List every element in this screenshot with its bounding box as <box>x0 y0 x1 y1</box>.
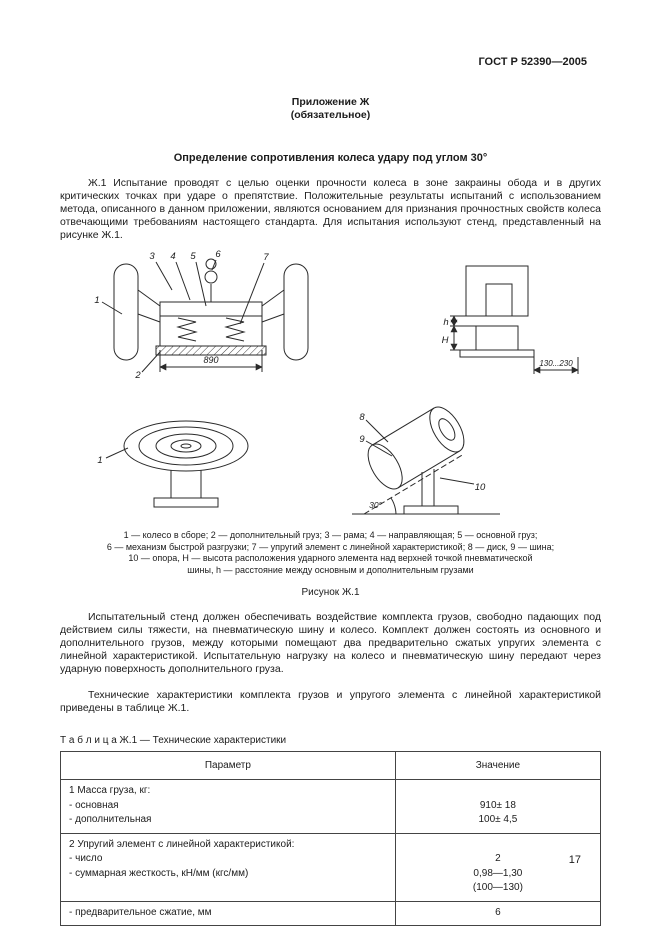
dimension-890: 890 <box>202 355 219 365</box>
callout-2: 2 <box>134 370 141 381</box>
appendix-title: Приложение Ж <box>291 96 370 108</box>
table-row <box>61 852 601 867</box>
table-cell-value: 0,98—1,30 <box>395 867 600 882</box>
table-cell-param: - предварительное сжатие, мм <box>61 901 396 926</box>
table-row <box>61 901 601 926</box>
dim-H-label: Н <box>441 335 448 346</box>
callout-1-frame: 1 <box>93 295 100 306</box>
table-row <box>61 867 601 882</box>
table-cell-value: (100—130) <box>395 881 600 901</box>
appendix-heading <box>60 96 601 122</box>
figure-caption <box>60 530 601 576</box>
table-cell-value: 2 <box>395 852 600 867</box>
callout-7: 7 <box>262 252 269 263</box>
table-cell-value: 910± 18 <box>395 799 600 814</box>
tilted-tire-drawing <box>352 401 500 514</box>
table-cell-value <box>395 833 600 852</box>
table-row <box>61 833 601 852</box>
table-header-row <box>61 752 601 780</box>
column-header-param: Параметр <box>61 752 396 780</box>
table-cell-param: - основная <box>69 799 119 811</box>
column-header-value: Значение <box>395 752 600 780</box>
page-number: 17 <box>568 854 581 866</box>
table-cell-value: 100± 4,5 <box>395 813 600 833</box>
callout-8: 8 <box>358 412 365 423</box>
table-row <box>61 881 601 901</box>
table-cell-value: 6 <box>395 901 600 926</box>
caption-line-1: 1 — колесо в сборе; 2 — дополнительный груз; 3 — рама; 4 — направляющая; 5 — основной груз; <box>123 530 538 540</box>
wheel-plan-drawing <box>106 421 248 507</box>
figure-zh1 <box>60 248 601 598</box>
table-row <box>61 813 601 833</box>
paragraph-stand: Испытательный стенд должен обеспечивать воздействие комплекта грузов, свободно падающих под действием силы тяжести, на пневматическую шину и колесо. Комплект должен состоять из основного и дополнительного грузов, между которыми помещают два предварительно сжатых упругих элемента с линейной характеристикой. Испытательную нагрузку на колесо и пневматическую шину передают через ударную поверхность дополнительного груза. <box>60 611 601 675</box>
angle-label: 30° <box>368 500 382 510</box>
callout-3: 3 <box>148 251 155 262</box>
table-cell-param: 2 Упругий элемент с линейной характеристикой: <box>61 833 396 852</box>
paragraph-zh1: Ж.1 Испытание проводят с целью оценки прочности колеса в зоне закраины обода и в других критических точках при ударе о препятствие. Положительные результаты испытаний с использованием метода, описанного в данном приложении, являются основанием для признания прочностных свойств колеса отвечающими требованиям настоящего стандарта. Для испытания используют стенд, представленный на рисунке Ж.1. <box>60 177 601 241</box>
callout-9: 9 <box>358 434 365 445</box>
dim-h-label: h <box>442 317 449 328</box>
dimension-range: 130...230 <box>538 359 573 368</box>
test-stand-drawing <box>66 248 596 526</box>
table-cell-param: 1 Масса груза, кг: <box>69 785 151 796</box>
table-cell-param <box>61 881 396 901</box>
spec-table <box>60 751 601 926</box>
caption-line-3: 10 — опора, Н — высота расположения ударного элемента над верхней точкой пневматической <box>128 553 533 563</box>
callout-10: 10 <box>474 482 485 493</box>
callout-6: 6 <box>214 249 221 260</box>
table-row <box>61 780 601 799</box>
caption-line-4: шины, h — расстояние между основным и дополнительным грузами <box>187 564 474 575</box>
standard-number: ГОСТ Р 52390—2005 <box>478 56 587 68</box>
page-title: Определение сопротивления колеса удару под углом 30° <box>173 152 488 164</box>
callout-5: 5 <box>189 251 196 262</box>
table-cell-param: - дополнительная <box>69 814 152 825</box>
table-cell-param: - число <box>69 853 103 864</box>
caption-line-2: 6 — механизм быстрой разгрузки; 7 — упругий элемент с линейной характеристикой; 8 — диск, 9 — шина; <box>106 541 555 552</box>
callout-4: 4 <box>169 251 176 262</box>
table-cell-value <box>395 780 600 799</box>
figure-label: Рисунок Ж.1 <box>301 587 360 598</box>
side-view-drawing <box>450 266 578 374</box>
appendix-subtitle: (обязательное) <box>290 109 371 121</box>
paragraph-table-intro: Технические характеристики комплекта грузов и упругого элемента с линейной характеристикой приведены в таблице Ж.1. <box>60 689 601 714</box>
table-cell-param: - суммарная жесткость, кН/мм (кгс/мм) <box>69 867 249 879</box>
table-row <box>61 799 601 814</box>
table-label: Т а б л и ц а Ж.1 — Технические характеристики <box>60 735 287 746</box>
callout-1-wheel: 1 <box>96 455 103 466</box>
